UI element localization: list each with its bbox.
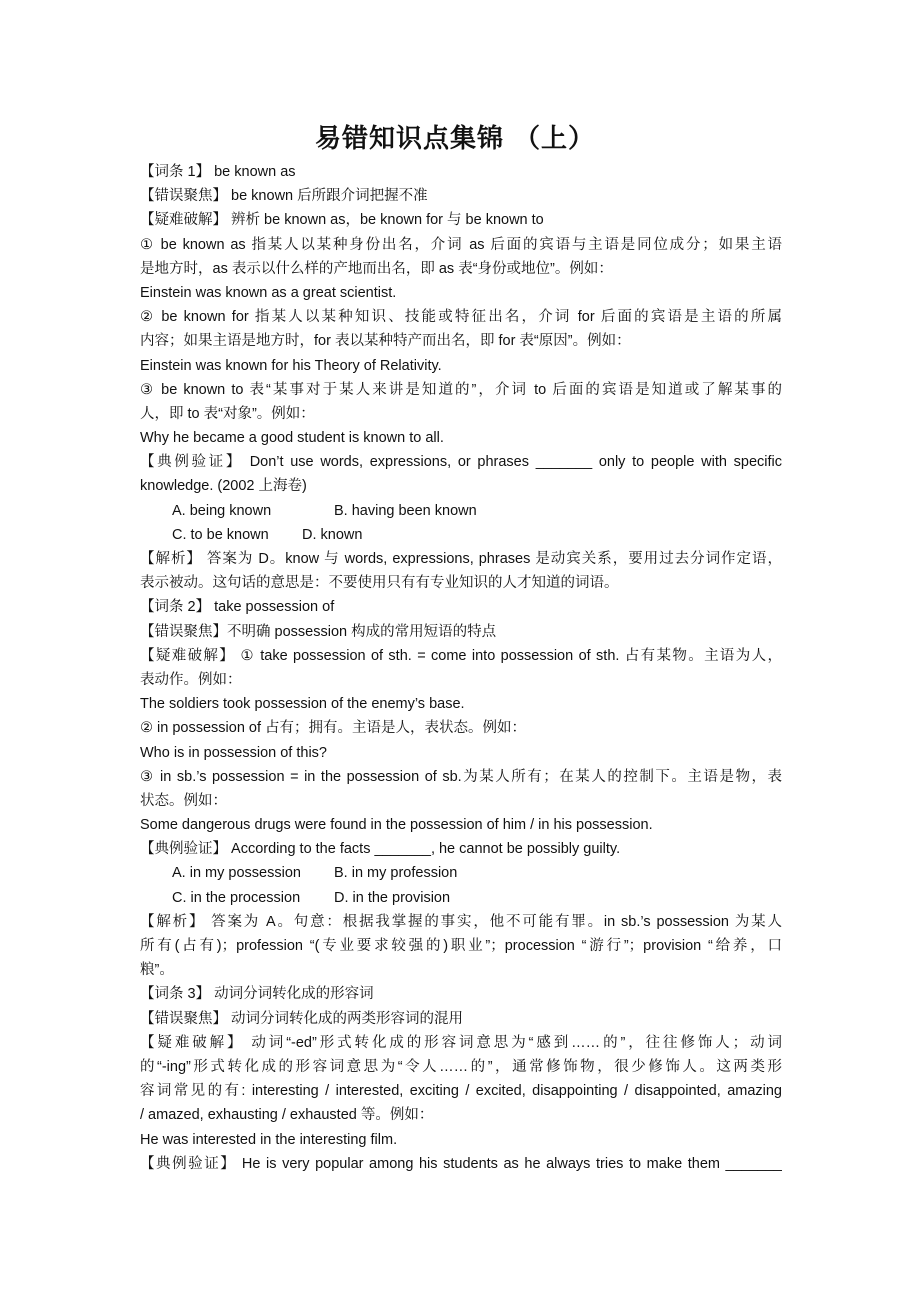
text-line: 状态。例如： <box>140 792 227 809</box>
text-line: ② be known for 指某人以某种知识、技能或特征出名，介词 for 后面的宾语是主语的所属 <box>140 309 782 326</box>
text-line: 【典例验证】 Don’t use words, expressions, or phrases _______ only to people with specific <box>140 454 782 471</box>
text-line: The soldiers took possession of the enemy’s base. <box>140 696 465 713</box>
option-a-or-c: C. in the procession <box>172 889 301 906</box>
text-line: 的“-ing”形式转化成的形容词意思为“令人……的”，通常修饰物，很少修饰人。这两类形 <box>140 1058 782 1075</box>
option-b-or-d: B. having been known <box>334 502 477 519</box>
text-line: 内容；如果主语是地方时，for 表以某种特产而出名，即 for 表“原因”。例如： <box>140 333 631 350</box>
option-b-or-d: B. in my profession <box>334 865 458 882</box>
document-title: 易错知识点集锦 （上） <box>314 124 596 154</box>
text-line: 【疑难破解】 动词“-ed”形式转化成的形容词意思为“感到……的”，往往修饰人；动词 <box>140 1034 782 1051</box>
text-line: Einstein was known as a great scientist. <box>140 284 397 301</box>
document-body <box>140 160 782 1176</box>
text-line: 是地方时，as 表示以什么样的产地而出名，即 as 表“身份或地位”。例如： <box>140 260 613 277</box>
text-line: ③ be known to 表“某事对于某人来讲是知道的”，介词 to 后面的宾语是知道或了解某事的 <box>140 381 782 398</box>
text-line: 【疑难破解】 辨析 be known as，be known for 与 be known to <box>140 212 544 229</box>
text-line <box>140 886 782 910</box>
text-line: 【解析】 答案为 D。know 与 words, expressions, phrases 是动宾关系，要用过去分词作定语， <box>140 551 782 567</box>
text-line: 【典例验证】 According to the facts _______, he cannot be possibly guilty. <box>140 841 621 858</box>
text-line: 容词常见的有: interesting / interested, exciting / excited, disappointing / disappointed, amazing <box>140 1083 782 1100</box>
text-line: ③ in sb.’s possession = in the possession of sb.为某人所有；在某人的控制下。主语是物，表 <box>140 768 782 785</box>
text-line: Einstein was known for his Theory of Relativity. <box>140 357 442 374</box>
text-line: 表动作。例如： <box>140 671 242 688</box>
text-line: / amazed, exhausting / exhausted 等。例如： <box>140 1107 434 1124</box>
option-a-or-c: A. in my possession <box>172 865 301 882</box>
text-line: Some dangerous drugs were found in the possession of him / in his possession. <box>140 817 653 834</box>
text-line: He was interested in the interesting film. <box>140 1131 398 1148</box>
text-line: 【错误聚焦】 动词分词转化成的两类形容词的混用 <box>140 1010 464 1027</box>
option-a-or-c: A. being known <box>172 502 272 519</box>
text-line: 所有(占有)；profession “(专业要求较强的)职业”；procession “游行”；provision “给养，口 <box>140 938 782 954</box>
text-line: 【解析】 答案为 A。句意：根据我掌握的事实，他不可能有罪。in sb.’s possession 为某人 <box>140 913 782 930</box>
text-line <box>140 499 782 523</box>
option-b-or-d: D. in the provision <box>334 889 451 906</box>
text-line: 表示被动。这句话的意思是：不要使用只有有专业知识的人才知道的词语。 <box>140 575 619 592</box>
text-line: 【词条 1】 be known as <box>140 164 296 180</box>
text-line: 【错误聚焦】 be known 后所跟介词把握不准 <box>140 188 428 205</box>
text-line: 【典例验证】 He is very popular among his students as he always tries to make them _______ <box>140 1155 782 1172</box>
text-line: knowledge. (2002 上海卷) <box>140 478 307 495</box>
text-line: 【疑难破解】 ① take possession of sth. = come into possession of sth. 占有某物。主语为人， <box>140 647 782 664</box>
option-b-or-d: D. known <box>302 526 363 543</box>
text-line: 【词条 2】 take possession of <box>140 599 335 616</box>
text-line: 人，即 to 表“对象”。例如： <box>140 405 315 422</box>
text-line <box>140 523 782 547</box>
text-line: 粮”。 <box>140 962 174 979</box>
text-line: Why he became a good student is known to all. <box>140 430 444 447</box>
text-line: 【错误聚焦】不明确 possession 构成的常用短语的特点 <box>140 623 497 640</box>
text-line: ① be known as 指某人以某种身份出名，介词 as 后面的宾语与主语是同位成分；如果主语 <box>140 236 782 253</box>
text-line: ② in possession of 占有；拥有。主语是人，表状态。例如： <box>140 720 527 737</box>
text-line: Who is in possession of this? <box>140 744 327 761</box>
text-line: 【词条 3】 动词分词转化成的形容词 <box>140 986 374 1003</box>
text-line <box>140 861 782 885</box>
option-a-or-c: C. to be known <box>172 526 269 543</box>
